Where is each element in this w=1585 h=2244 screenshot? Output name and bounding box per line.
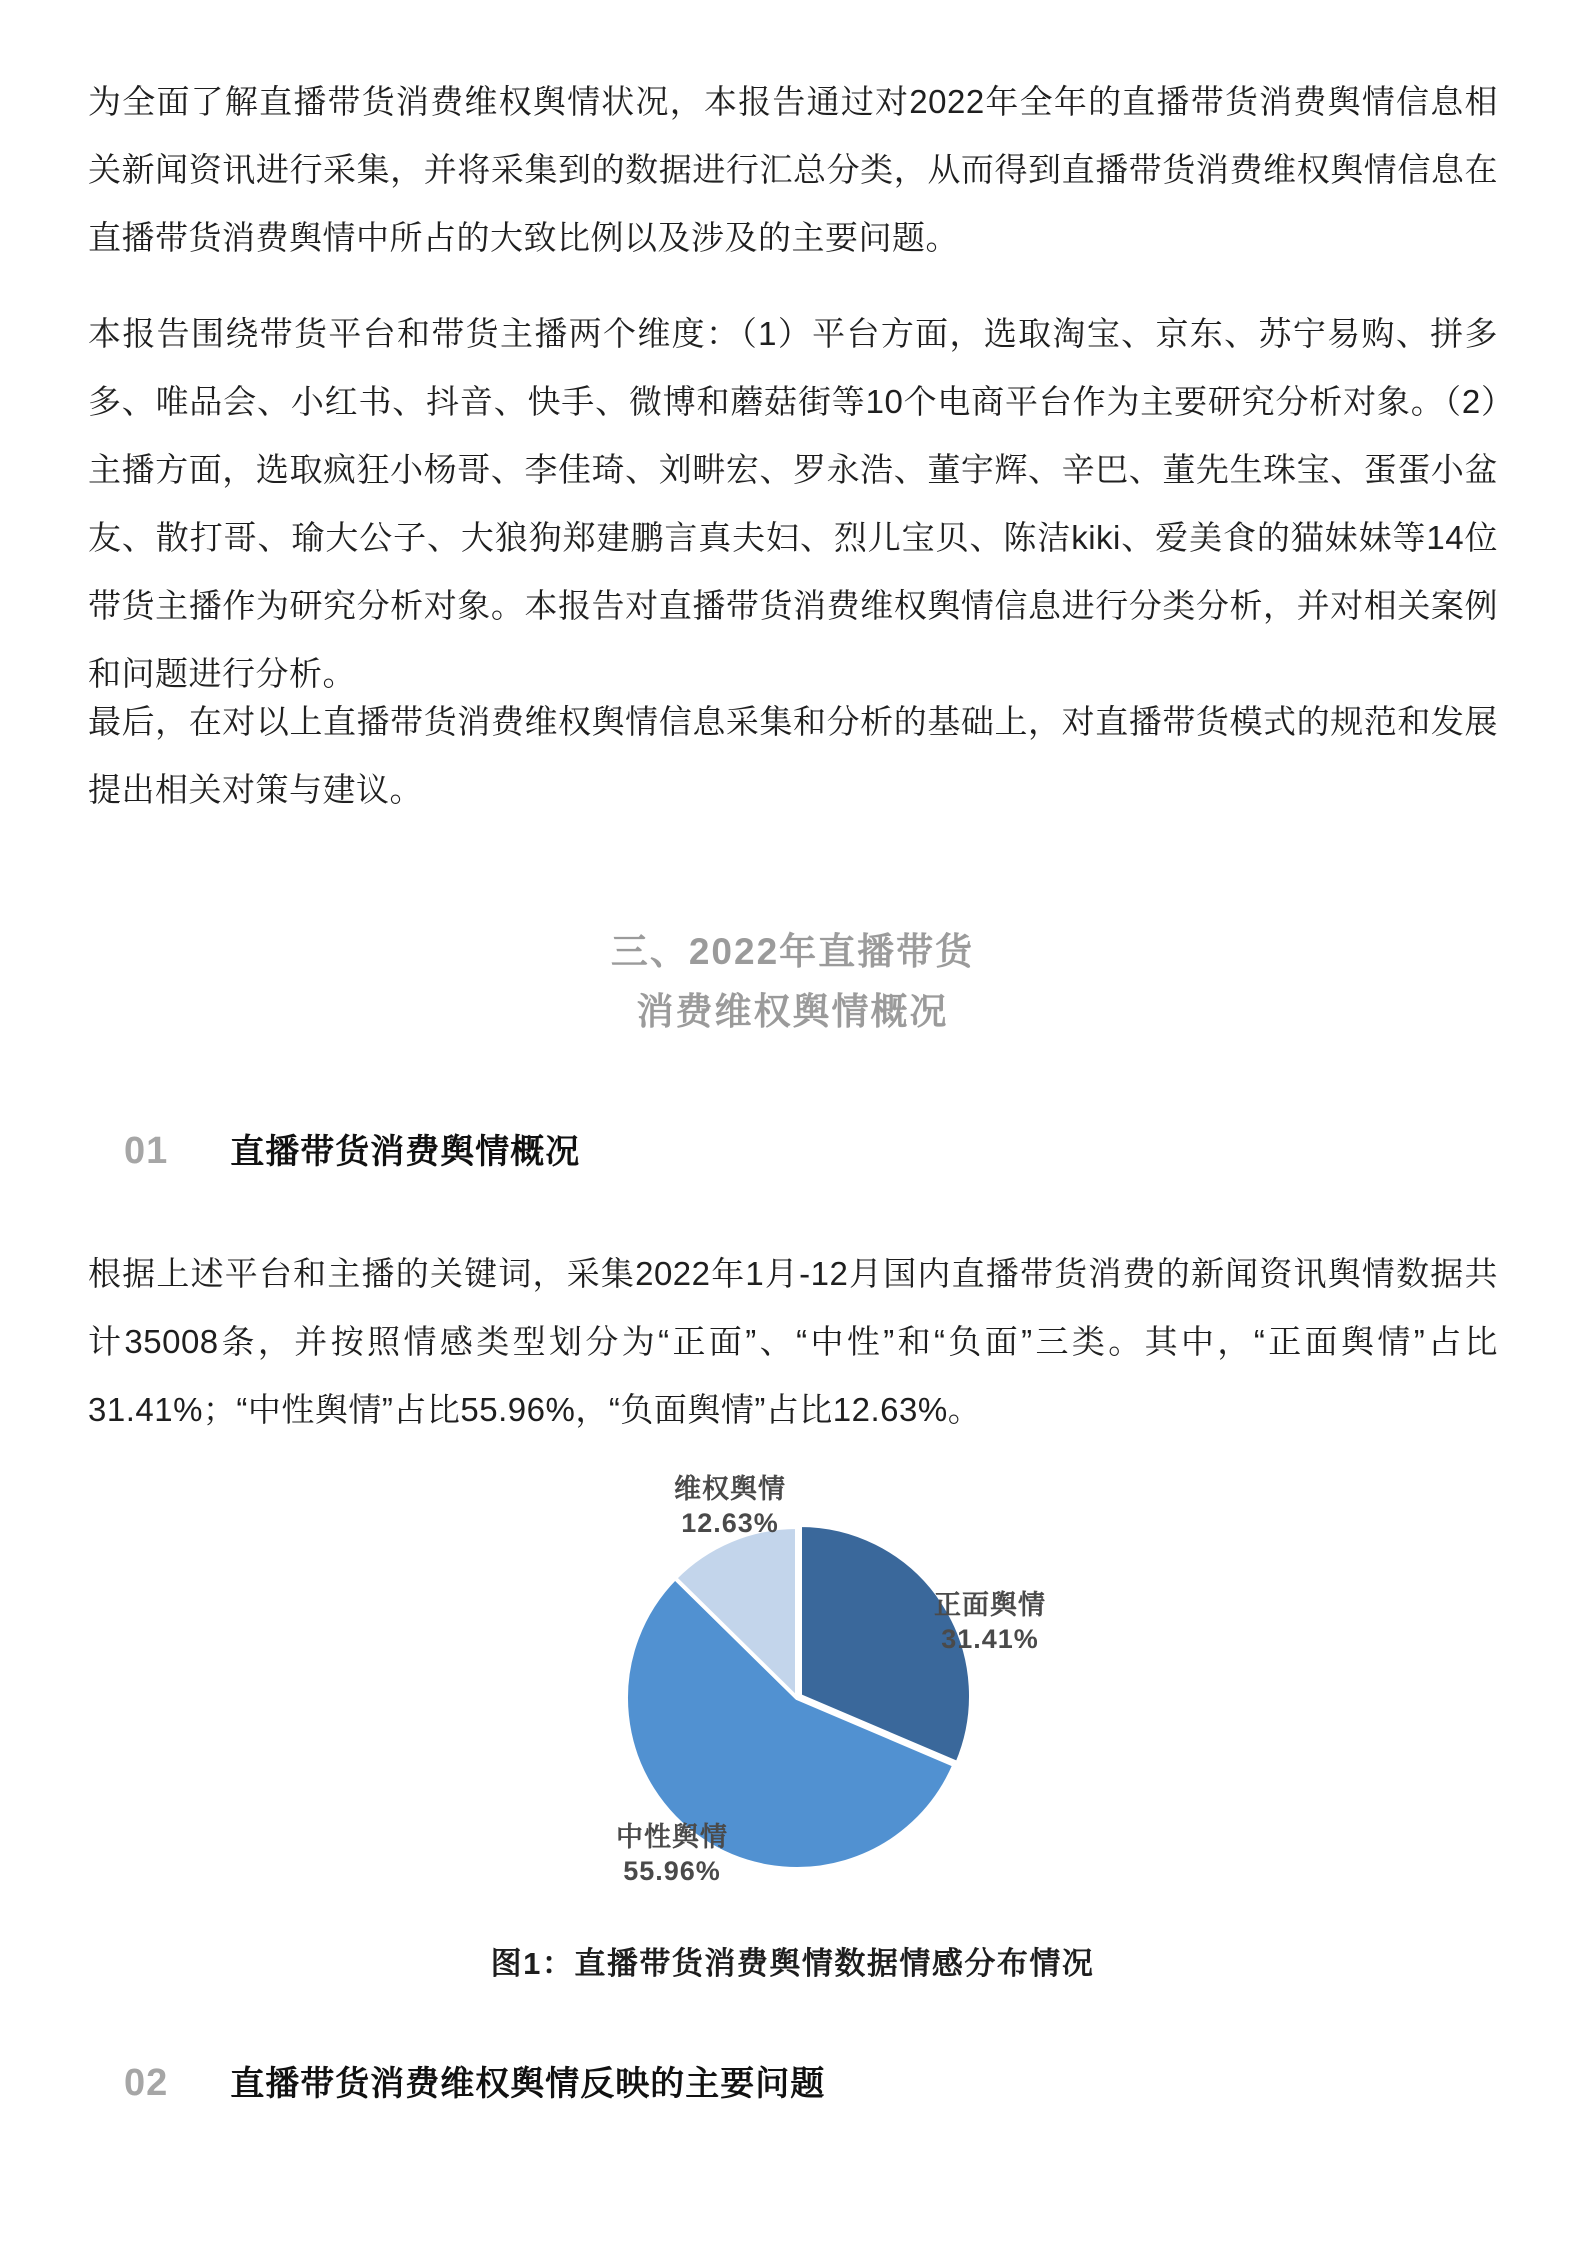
chapter-heading-line2: 消费维权舆情概况	[636, 991, 949, 1032]
pie-label-rights-name: 维权舆情	[674, 1474, 786, 1504]
intro-paragraph-3: 最后，在对以上直播带货消费维权舆情信息采集和分析的基础上，对直播带货模式的规范和发展提出相关对策与建议。	[88, 703, 1498, 808]
section-01-number: 01	[124, 1130, 169, 1172]
pie-label-rights	[630, 1472, 830, 1540]
section-02-header	[0, 2056, 1585, 2105]
section-01-title: 直播带货消费舆情概况	[230, 1133, 581, 1171]
pie-label-neutral	[572, 1820, 772, 1888]
overview-paragraph: 根据上述平台和主播的关键词，采集2022年1月-12月国内直播带货消费的新闻资讯舆情数据共计35008条，并按照情感类型划分为“正面”、“中性”和“负面”三类。其中，“正面舆情”占比31.41%；“中性舆情”占比55.96%，“负面舆情”占比12.63%。	[88, 1255, 1498, 1428]
intro-paragraph-1: 为全面了解直播带货消费维权舆情状况，本报告通过对2022年全年的直播带货消费舆情信息相关新闻资讯进行采集，并将采集到的数据进行汇总分类，从而得到直播带货消费维权舆情信息在直播带货消费舆情中所占的大致比例以及涉及的主要问题。	[88, 83, 1498, 256]
section-02-number: 02	[124, 2062, 169, 2104]
section-01-header	[0, 1124, 1585, 1173]
pie-label-neutral-name: 中性舆情	[616, 1822, 728, 1852]
chapter-heading	[0, 922, 1585, 1042]
chapter-heading-line1: 三、2022年直播带货	[610, 931, 975, 972]
intro-paragraph-2: 本报告围绕带货平台和带货主播两个维度：（1）平台方面，选取淘宝、京东、苏宁易购、拼多多、唯品会、小红书、抖音、快手、微博和蘑菇街等10个电商平台作为主要研究分析对象。（2）主播方面，选取疯狂小杨哥、李佳琦、刘畊宏、罗永浩、董宇辉、辛巴、董先生珠宝、蛋蛋小盆友、散打哥、瑜大公子、大狼狗郑建鹏言真夫妇、烈儿宝贝、陈洁kiki、爱美食的猫妹妹等14位带货主播作为研究分析对象。本报告对直播带货消费维权舆情信息进行分类分析，并对相关案例和问题进行分析。	[88, 315, 1498, 692]
pie-label-positive-value: 31.41%	[941, 1624, 1039, 1654]
pie-label-rights-value: 12.63%	[681, 1508, 779, 1538]
section-02-title: 直播带货消费维权舆情反映的主要问题	[230, 2065, 826, 2103]
pie-label-positive-name: 正面舆情	[934, 1590, 1046, 1620]
pie-label-neutral-value: 55.96%	[623, 1856, 721, 1886]
sentiment-pie-chart	[500, 1460, 1100, 1910]
figure-caption: 图1：直播带货消费舆情数据情感分布情况	[490, 1946, 1095, 1981]
pie-label-positive	[890, 1588, 1090, 1656]
